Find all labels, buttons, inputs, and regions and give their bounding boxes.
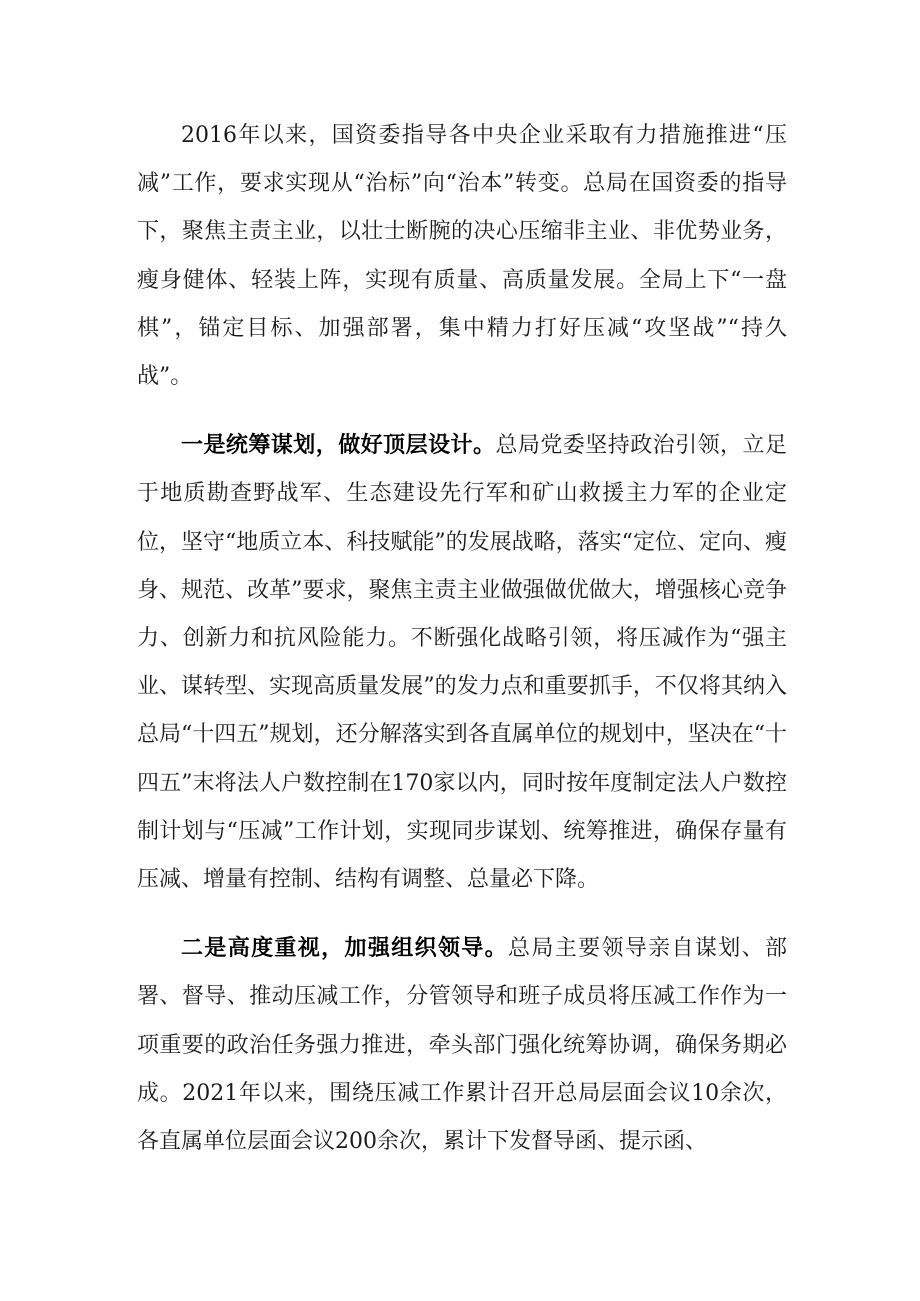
paragraph-leadership bbox=[137, 924, 787, 1166]
paragraph-planning-text: 总局党委坚持政治引领，立足于地质勘查野战军、生态建设先行军和矿山救援主力军的企业定位，坚守“地质立本、科技赋能”的发展战略，落实“定位、定向、瘦身、规范、改革”要求，聚焦主责主业做强做优做大，增强核心竞争力、创新力和抗风险能力。不断强化战略引领，将压减作为“强主业、谋转型、实现高质量发展”的发力点和重要抓手，不仅将其纳入总局“十四五”规划，还分解落实到各直属单位的规划中，坚决在“十四五”末将法人户数控制在170家以内，同时按年度制定法人户数控制计划与“压减”工作计划，实现同步谋划、统筹推进，确保存量有压减、增量有控制、结构有调整、总量必下降。 bbox=[137, 433, 787, 893]
paragraph-leadership-heading: 二是高度重视，加强组织领导。 bbox=[181, 935, 509, 962]
paragraph-intro bbox=[137, 112, 787, 401]
paragraph-intro-text: 2016年以来，国资委指导各中央企业采取有力措施推进“压减”工作，要求实现从“治标”向“治本”转变。总局在国资委的指导下，聚焦主责主业，以壮士断腕的决心压缩非主业、非优势业务，瘦身健体、轻装上阵，实现有质量、高质量发展。全局上下“一盘棋”，锚定目标、加强部署，集中精力打好压减“攻坚战”“持久战”。 bbox=[137, 123, 787, 390]
document-body bbox=[137, 112, 787, 1166]
paragraph-leadership-text: 总局主要领导亲自谋划、部署、督导、推动压减工作，分管领导和班子成员将压减工作作为一项重要的政治任务强力推进，牵头部门强化统筹协调，确保务期必成。2021年以来，围绕压减工作累计召开总局层面会议10余次，各直属单位层面会议200余次，累计下发督导函、提示函、 bbox=[137, 936, 787, 1155]
paragraph-planning bbox=[137, 421, 787, 904]
paragraph-planning-heading: 一是统筹谋划，做好顶层设计。 bbox=[181, 432, 496, 459]
